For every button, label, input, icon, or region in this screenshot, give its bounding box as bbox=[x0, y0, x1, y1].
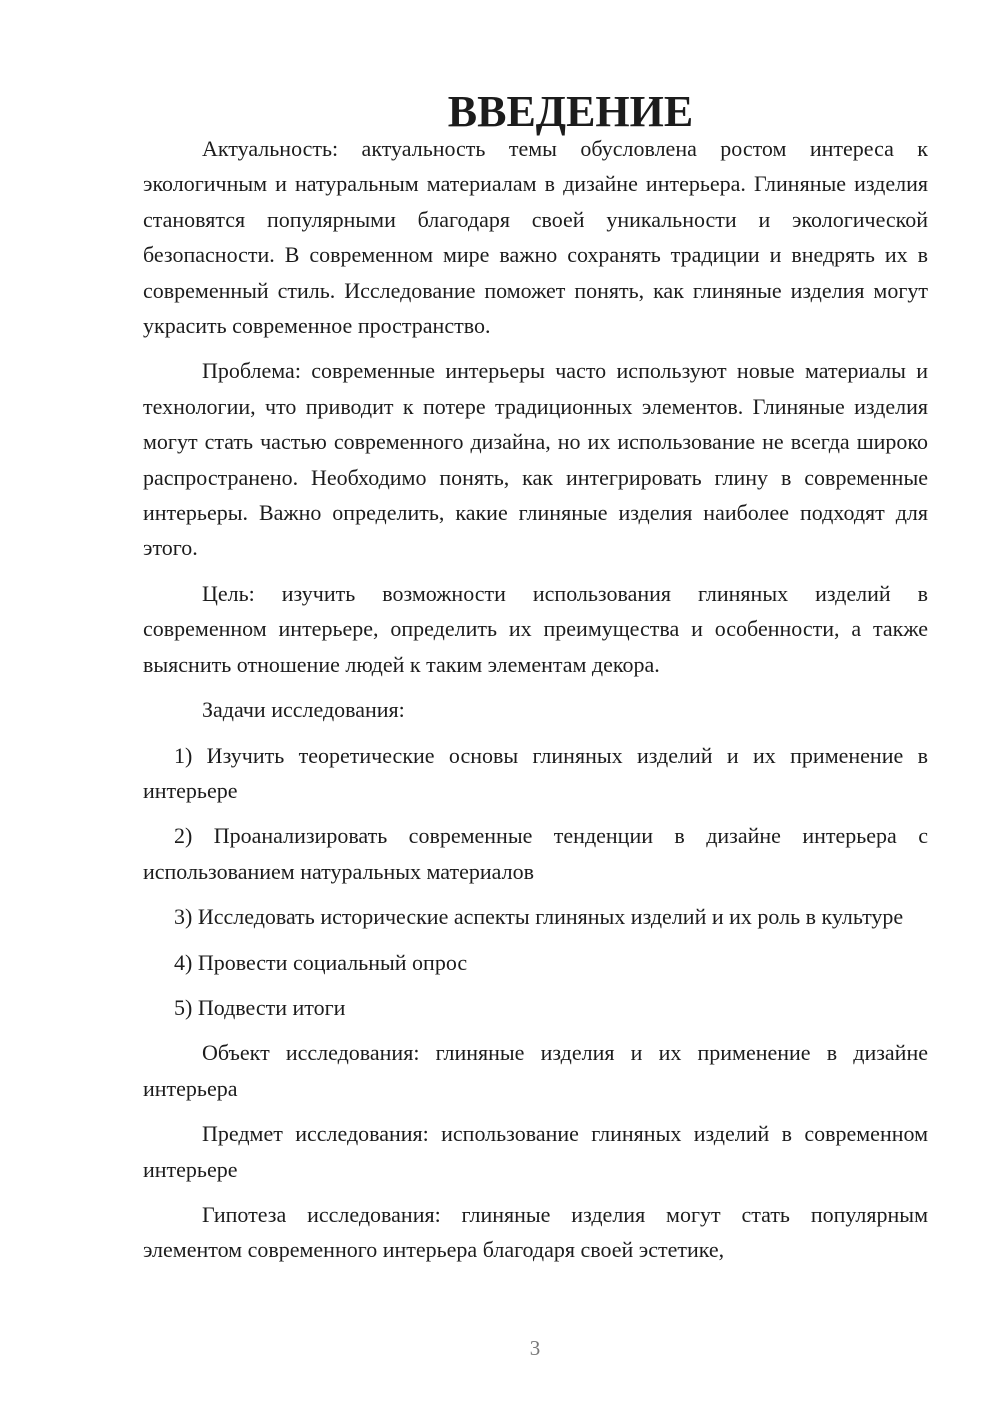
page-title: ВВЕДЕНИЕ bbox=[447, 87, 694, 136]
paragraph-tasks-heading: Задачи исследования: bbox=[202, 697, 405, 723]
page-content bbox=[143, 87, 928, 1278]
task-item-3: 3) Исследовать исторические аспекты глиняных изделий и их роль в культуре bbox=[174, 904, 904, 930]
page-number: 3 bbox=[529, 1336, 541, 1360]
paragraph-subject: Предмет исследования: использование глиняных изделий в современном интерьере bbox=[143, 1121, 928, 1182]
task-item-4: 4) Провести социальный опрос bbox=[174, 949, 468, 975]
paragraph-goal: Цель: изучить возможности использования глиняных изделий в современном интерьере, определить их преимущества и особенности, а также выяснить отношение людей к таким элементам декора. bbox=[143, 580, 928, 677]
paragraph-hypothesis: Гипотеза исследования: глиняные изделия могут стать популярным элементом современного интерьера благодаря своей эстетике, bbox=[143, 1201, 928, 1263]
task-item-1: 1) Изучить теоретические основы глиняных изделий и их применение в интерьере bbox=[143, 742, 928, 803]
paragraph-object: Объект исследования: глиняные изделия и их применение в дизайне интерьера bbox=[143, 1040, 928, 1101]
paragraph-relevance: Актуальность: актуальность темы обусловлена ростом интереса к экологичным и натуральным материалам в дизайне интерьера. Глиняные изделия становятся популярными благодаря своей уникальности и экологической безопасности. В современном мире важно сохранять традиции и внедрять их в современный стиль. Исследование поможет понять, как глиняные изделия могут украсить современное пространство. bbox=[143, 136, 928, 339]
task-item-2: 2) Проанализировать современные тенденции в дизайне интерьера с использованием натуральных материалов bbox=[143, 823, 928, 884]
paragraph-problem: Проблема: современные интерьеры часто используют новые материалы и технологии, что приводит к потере традиционных элементов. Глиняные изделия могут стать частью современного дизайна, но их использование не всегда широко распространено. Необходимо понять, как интегрировать глину в современные интерьеры. Важно определить, какие глиняные изделия наиболее подходят для этого. bbox=[143, 358, 928, 561]
task-item-5: 5) Подвести итоги bbox=[174, 994, 346, 1020]
